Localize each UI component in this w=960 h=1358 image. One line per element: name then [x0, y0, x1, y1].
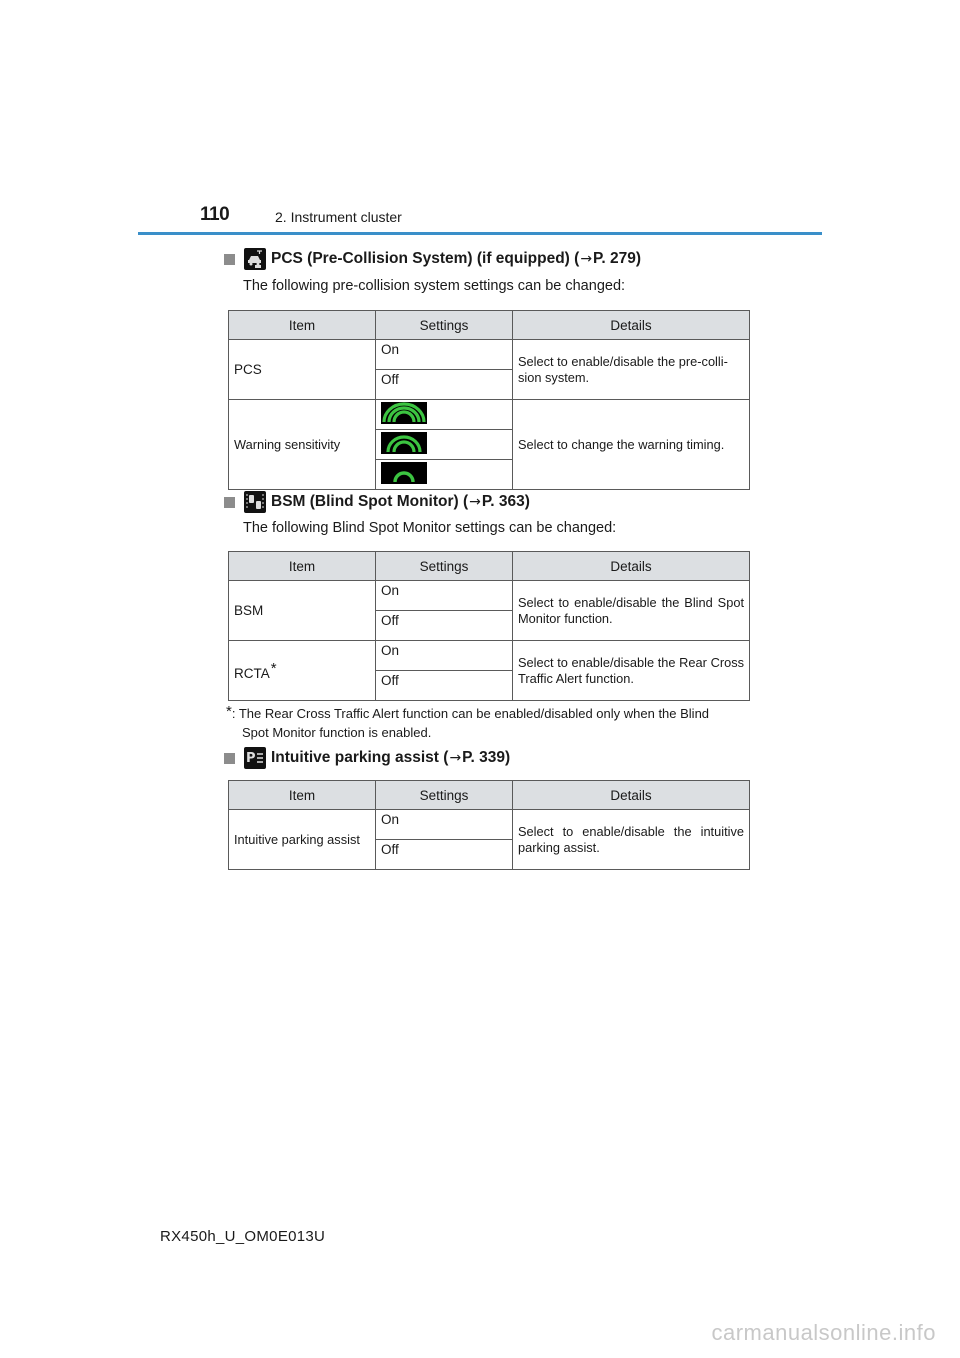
- table-row: [229, 400, 750, 430]
- parking-heading-text: Intuitive parking assist (: [271, 749, 449, 766]
- pcs-table: [228, 310, 750, 490]
- setting-cell: On: [376, 810, 513, 840]
- table-row: [229, 340, 750, 370]
- arrow-icon: →: [469, 494, 481, 510]
- details-cell: Select to enable/disable the Blind Spot Monitor function.: [513, 581, 750, 641]
- column-header: Details: [513, 781, 750, 810]
- setting-cell: On: [376, 340, 513, 370]
- setting-cell: On: [376, 581, 513, 611]
- table-header-row: [229, 552, 750, 581]
- table-row: [229, 641, 750, 671]
- pcs-car-icon: [244, 248, 266, 270]
- footnote-marker: *: [226, 703, 232, 720]
- bsm-intro: The following Blind Spot Monitor settings can be changed:: [243, 520, 617, 536]
- column-header: Details: [513, 311, 750, 340]
- page-header: [138, 204, 822, 234]
- parking-assist-icon: [244, 747, 266, 769]
- column-header: Settings: [376, 781, 513, 810]
- footnote: [226, 704, 748, 742]
- arrow-icon: →: [580, 251, 593, 267]
- column-header: Item: [229, 552, 376, 581]
- bullet-square: [224, 753, 235, 764]
- footnote-marker: *: [270, 660, 277, 677]
- pcs-page-ref[interactable]: P. 279): [593, 250, 642, 267]
- parking-page-ref[interactable]: P. 339): [462, 749, 511, 766]
- bsm-heading: [224, 491, 530, 513]
- bullet-square: [224, 254, 235, 265]
- setting-cell: [376, 430, 513, 460]
- arrow-icon: →: [449, 750, 462, 766]
- bsm-heading-text: BSM (Blind Spot Monitor) (: [271, 493, 469, 510]
- setting-cell: [376, 400, 513, 430]
- item-cell: [229, 641, 376, 701]
- section-title: 2. Instrument cluster: [275, 209, 402, 225]
- parking-table: [228, 780, 750, 870]
- setting-cell: Off: [376, 611, 513, 641]
- setting-cell: Off: [376, 370, 513, 400]
- model-code: RX450h_U_OM0E013U: [160, 1228, 326, 1245]
- bsm-table: [228, 551, 750, 701]
- item-cell: BSM: [229, 581, 376, 641]
- item-cell: Warning sensitivity: [229, 400, 376, 490]
- sensitivity-low-icon: [381, 462, 427, 484]
- bsm-car-icon: [244, 491, 266, 513]
- setting-cell: [376, 460, 513, 490]
- sensitivity-high-icon: [381, 402, 427, 424]
- column-header: Details: [513, 552, 750, 581]
- bsm-page-ref[interactable]: P. 363): [481, 493, 530, 510]
- parking-heading: [224, 747, 510, 769]
- footnote-line: Spot Monitor function is enabled.: [242, 725, 432, 740]
- setting-cell: Off: [376, 671, 513, 701]
- table-row: [229, 581, 750, 611]
- sensitivity-mid-icon: [381, 432, 427, 454]
- item-cell: Intuitive parking assist: [229, 810, 376, 870]
- column-header: Item: [229, 311, 376, 340]
- details-cell: Select to enable/disable the pre-colli-sion system.: [513, 340, 750, 400]
- details-cell: Select to enable/disable the intuitive parking assist.: [513, 810, 750, 870]
- setting-cell: Off: [376, 840, 513, 870]
- header-rule: [138, 232, 822, 235]
- page-number: 110: [200, 204, 230, 225]
- item-label: RCTA: [234, 666, 270, 681]
- table-row: [229, 810, 750, 840]
- bullet-square: [224, 497, 235, 508]
- svg-text:P: P: [246, 751, 256, 766]
- footnote-line: : The Rear Cross Traffic Alert function can be enabled/disabled only when the Blind: [231, 706, 710, 721]
- pcs-heading: [224, 248, 641, 270]
- watermark: carmanualsonline.info: [711, 1320, 936, 1345]
- details-cell: Select to change the warning timing.: [513, 400, 750, 490]
- pcs-heading-text: PCS (Pre-Collision System) (if equipped) (: [271, 250, 580, 267]
- column-header: Settings: [376, 311, 513, 340]
- pcs-intro: The following pre-collision system settings can be changed:: [243, 278, 626, 294]
- table-header-row: [229, 781, 750, 810]
- item-cell: PCS: [229, 340, 376, 400]
- column-header: Item: [229, 781, 376, 810]
- column-header: Settings: [376, 552, 513, 581]
- details-cell: Select to enable/disable the Rear Cross Traffic Alert function.: [513, 641, 750, 701]
- setting-cell: On: [376, 641, 513, 671]
- table-header-row: [229, 311, 750, 340]
